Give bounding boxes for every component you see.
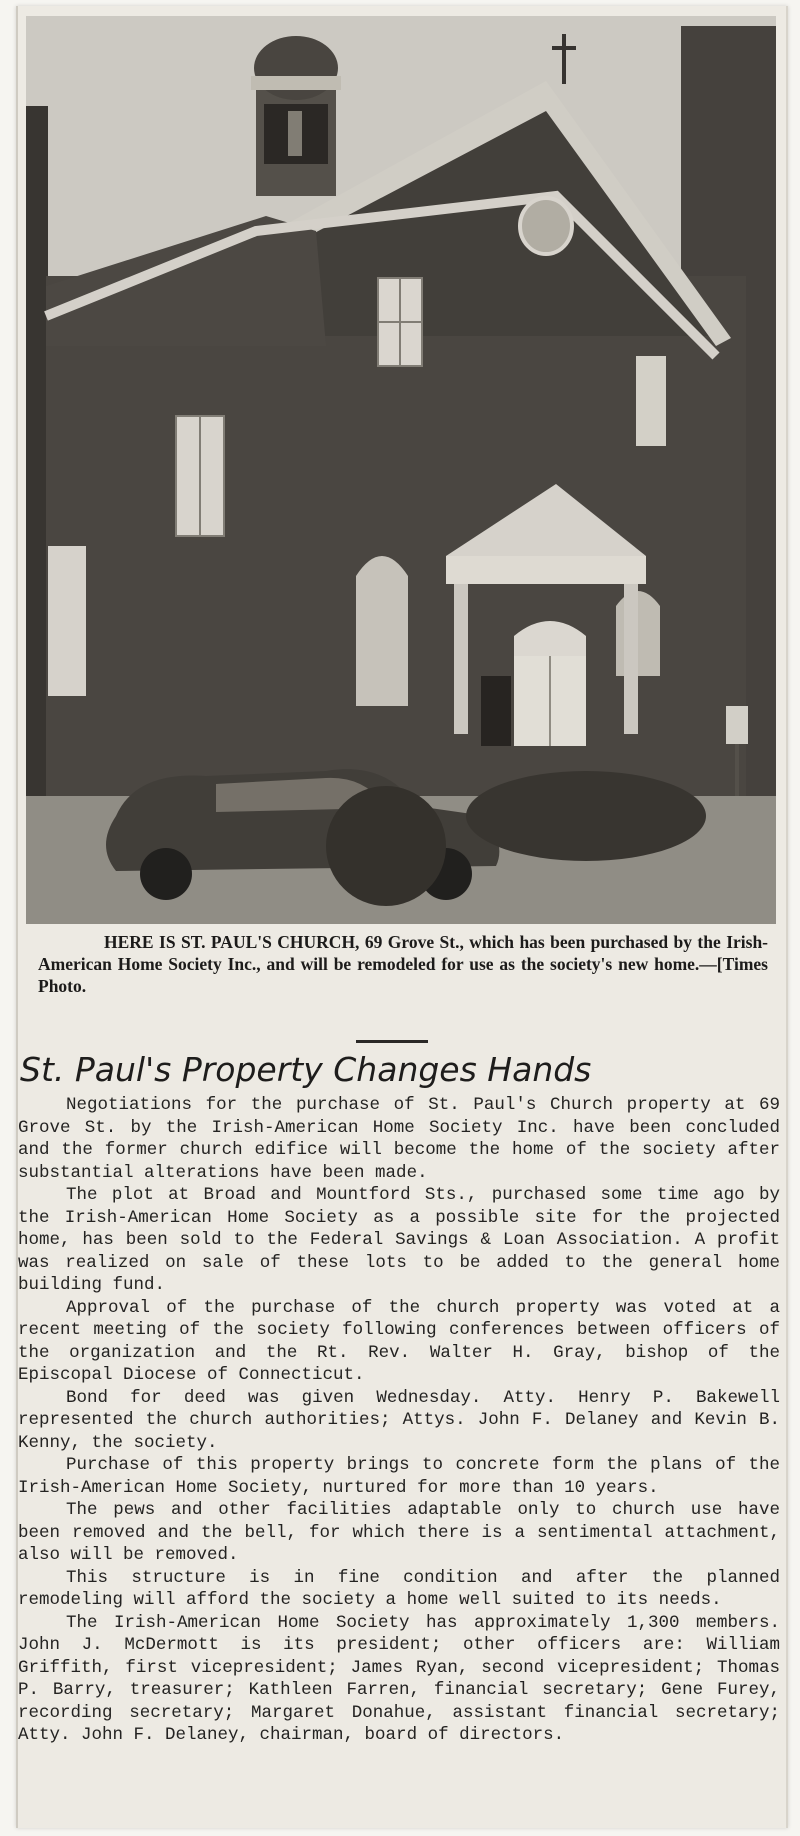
article-paragraph: Purchase of this property brings to concrete form the plans of the Irish-American Home Society, nurtured for more than 10 years. (18, 1455, 780, 1498)
church-photo (26, 16, 776, 924)
article-paragraph: Approval of the purchase of the church property was voted at a recent meeting of the society following conferences between officers of the organization and the Rt. Rev. Walter H. Gray, bishop of the Episcopal Diocese of Connecticut. (18, 1297, 780, 1385)
article-paragraph: The pews and other facilities adaptable only to church use have been removed and the bell, for which there is a sentimental attachment, also will be removed. (18, 1500, 780, 1565)
photo-caption: HERE IS ST. PAUL'S CHURCH, 69 Grove St., which has been purchased by the Irish-American Home Society Inc., and will be remodeled for use as the society's new home.—[Times Photo. (38, 932, 768, 996)
article-headline: St. Paul's Property Changes Hands (20, 1050, 592, 1089)
article-body (18, 1094, 780, 1747)
article-paragraph: Bond for deed was given Wednesday. Atty. Henry P. Bakewell represented the church authorities; Attys. John F. Delaney and Kevin B. Kenny, the society. (18, 1387, 780, 1453)
article-paragraph: Negotiations for the purchase of St. Paul's Church property at 69 Grove St. by the Irish-American Home Society Inc. have been concluded and the former church edifice will become the home of the society after substantial alterations have been made. (18, 1095, 780, 1183)
divider-rule (356, 1040, 428, 1043)
article-paragraph: The plot at Broad and Mountford Sts., purchased some time ago by the Irish-American Home Society as a possible site for the projected home, has been sold to the Federal Savings & Loan Association. A profit was realized on sale of these lots to be added to the general home building fund. (18, 1185, 780, 1295)
article-paragraph: The Irish-American Home Society has approximately 1,300 members. John J. McDermott is its president; other officers are: William Griffith, first vicepresident; James Ryan, second vicepresident; Thomas P. Barry, treasurer; Kathleen Farren, financial secretary; Gene Furey, recording secretary; Margaret Donahue, assistant financial secretary; Atty. John F. Delaney, chairman, board of directors. (18, 1612, 780, 1745)
newspaper-clipping (16, 6, 788, 1828)
article-paragraph: This structure is in fine condition and after the planned remodeling will afford the society a home well suited to its needs. (18, 1567, 780, 1610)
